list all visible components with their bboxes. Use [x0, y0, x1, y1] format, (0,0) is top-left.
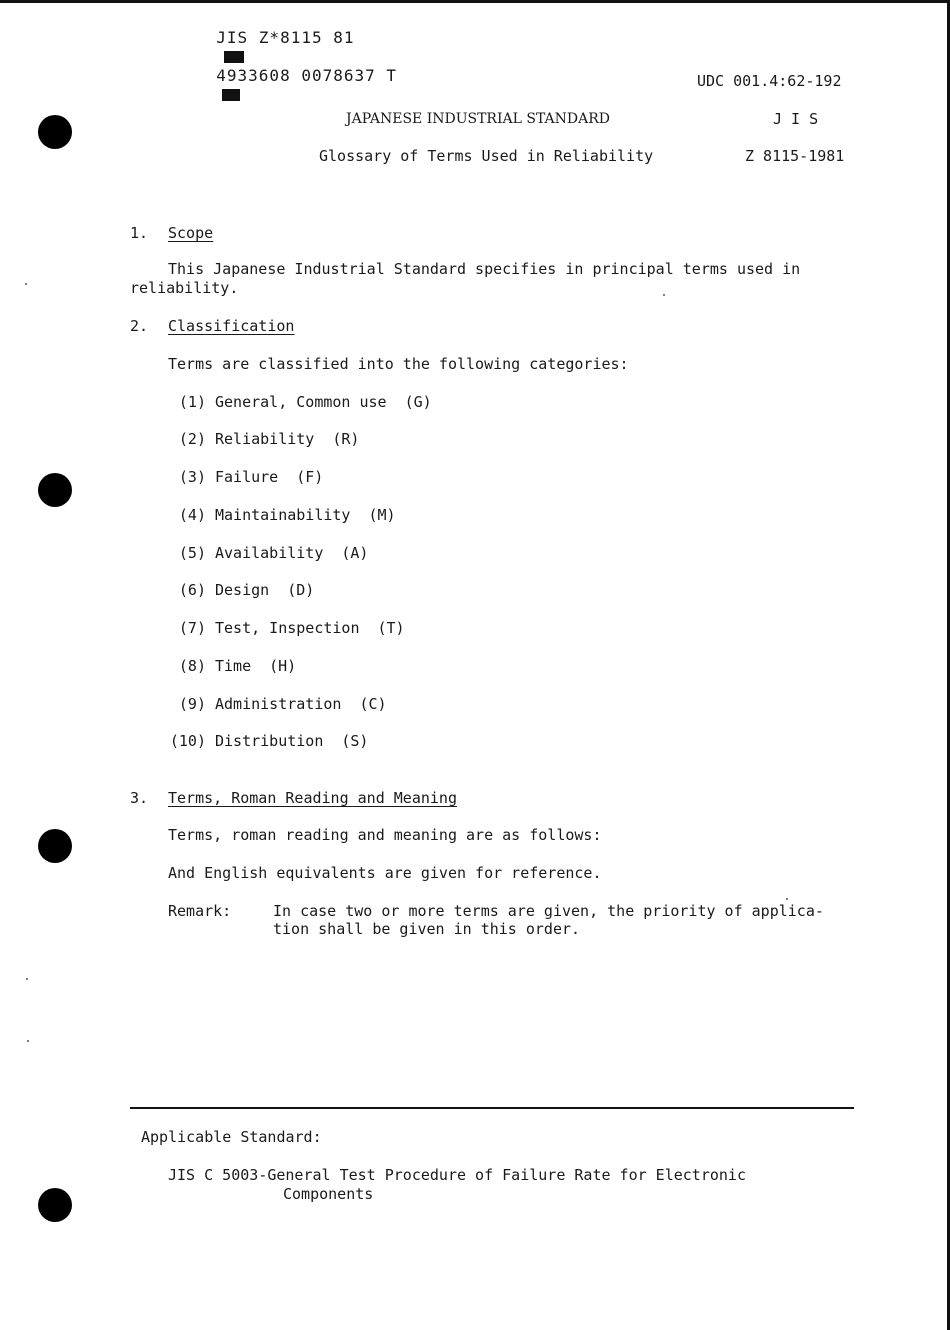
category-number: (2)	[178, 430, 206, 448]
remark-label: Remark:	[168, 902, 232, 920]
category-label: Design	[215, 581, 270, 599]
category-code: (G)	[404, 393, 432, 411]
punch-hole-4	[38, 1188, 72, 1222]
category-number: (9)	[178, 695, 206, 713]
scope-text-line-2: reliability.	[130, 279, 239, 297]
category-code: (D)	[287, 581, 315, 599]
remark-line-1: In case two or more terms are given, the priority of applica-	[273, 902, 824, 920]
category-code: (F)	[296, 468, 324, 486]
remark-line-2: tion shall be given in this order.	[273, 920, 581, 938]
category-label: Maintainability	[215, 506, 351, 524]
category-number: (10)	[169, 732, 206, 750]
category-label: Time	[215, 657, 252, 675]
category-code: (C)	[359, 695, 387, 713]
scan-block-mark	[224, 51, 244, 63]
category-code: (R)	[332, 430, 360, 448]
scan-header	[195, 9, 397, 104]
footer-divider	[130, 1107, 854, 1109]
scan-header-middle: 4933608 0078637 T	[216, 66, 398, 85]
category-item	[160, 393, 432, 412]
category-number: (8)	[178, 657, 206, 675]
category-label: General, Common use	[215, 393, 387, 411]
category-code: (M)	[368, 506, 396, 524]
category-item	[160, 657, 296, 676]
terms-paragraph-2: And English equivalents are given for reference.	[168, 864, 602, 882]
scan-speck	[663, 294, 665, 296]
document-title: Glossary of Terms Used in Reliability	[319, 147, 654, 165]
section-3-title: Terms, Roman Reading and Meaning	[168, 789, 457, 807]
category-label: Availability	[215, 544, 324, 562]
category-number: (3)	[178, 468, 206, 486]
category-label: Reliability	[215, 430, 315, 448]
category-code: (T)	[377, 619, 405, 637]
punch-hole-1	[38, 115, 72, 149]
udc-code: UDC 001.4:62-192	[697, 72, 842, 90]
terms-paragraph-1: Terms, roman reading and meaning are as follows:	[168, 826, 602, 844]
category-number: (5)	[178, 544, 206, 562]
category-item	[160, 581, 314, 600]
section-1-title: Scope	[168, 224, 214, 242]
section-2-number: 2.	[130, 317, 149, 335]
page-top-border	[0, 0, 950, 3]
scan-speck	[27, 1040, 29, 1042]
punch-hole-2	[38, 473, 72, 507]
scan-header-left: JIS Z*8115 81	[216, 28, 355, 47]
category-item	[160, 468, 323, 487]
classification-intro: Terms are classified into the following categories:	[168, 355, 629, 373]
category-code: (H)	[269, 657, 297, 675]
punch-hole-3	[38, 829, 72, 863]
standard-number: Z 8115-1981	[745, 147, 845, 165]
category-number: (6)	[178, 581, 206, 599]
section-3-number: 3.	[130, 789, 149, 807]
scan-speck	[786, 898, 788, 900]
scan-speck	[25, 283, 27, 285]
category-code: (S)	[341, 732, 369, 750]
applicable-standard-line-2: Components	[283, 1185, 374, 1203]
category-label: Failure	[215, 468, 279, 486]
section-2-title: Classification	[168, 317, 295, 335]
applicable-standard-line-1: JIS C 5003-General Test Procedure of Failure Rate for Electronic	[168, 1166, 746, 1184]
standard-org: JAPANESE INDUSTRIAL STANDARD	[346, 111, 610, 127]
category-item	[160, 544, 368, 563]
category-label: Administration	[215, 695, 342, 713]
scan-speck	[26, 978, 28, 980]
scan-block-mark-end	[222, 89, 240, 101]
category-number: (1)	[178, 393, 206, 411]
category-item	[160, 506, 396, 525]
scope-text-line-1: This Japanese Industrial Standard specifies in principal terms used in	[168, 260, 801, 278]
applicable-standard-label: Applicable Standard:	[141, 1128, 322, 1146]
category-number: (7)	[178, 619, 206, 637]
category-item	[160, 430, 359, 449]
category-label: Test, Inspection	[215, 619, 360, 637]
category-item	[160, 619, 405, 638]
category-number: (4)	[178, 506, 206, 524]
jis-mark: J I S	[773, 110, 819, 128]
category-item	[160, 732, 368, 751]
section-1-number: 1.	[130, 224, 149, 242]
category-item	[160, 695, 387, 714]
category-code: (A)	[341, 544, 369, 562]
category-label: Distribution	[215, 732, 324, 750]
